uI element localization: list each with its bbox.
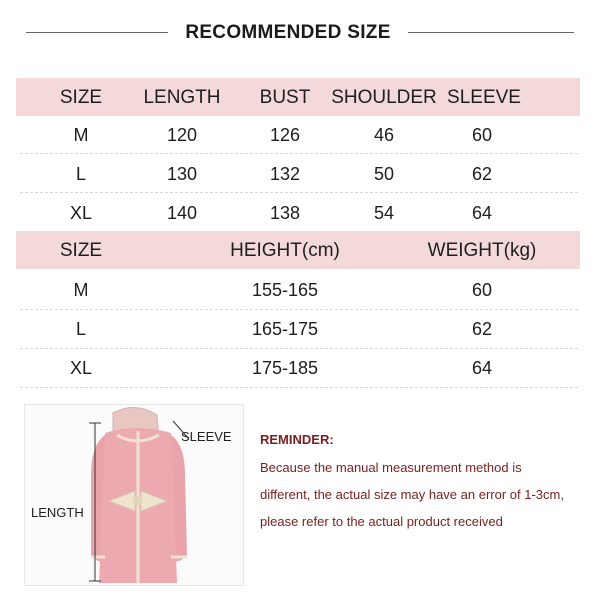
row-divider	[20, 192, 578, 193]
table2-cell: 175-185	[251, 358, 319, 378]
table1-cell: XL	[69, 203, 93, 223]
table1-cell: 138	[269, 203, 301, 223]
table1-header-length: LENGTH	[143, 87, 221, 108]
product-figure	[24, 404, 244, 586]
row-divider	[20, 387, 578, 388]
reminder-line: Because the manual measurement method is	[260, 460, 522, 475]
reminder-line: different, the actual size may have an error of 1-3cm,	[260, 487, 564, 502]
table1-header-shoulder: SHOULDER	[331, 87, 437, 108]
title-row	[0, 20, 600, 46]
table1-header-bust: BUST	[259, 87, 311, 108]
table2-header-height: HEIGHT(cm)	[230, 240, 340, 261]
table1-cell: 64	[471, 203, 493, 223]
table1-cell: 54	[373, 203, 395, 223]
table2-cell: M	[73, 280, 89, 300]
title-divider-left	[26, 32, 168, 33]
row-divider	[20, 348, 578, 349]
table1-cell: 120	[166, 125, 198, 145]
table2-cell: 165-175	[251, 319, 319, 339]
table2-header-size: SIZE	[59, 240, 103, 261]
table1-cell: 132	[269, 164, 301, 184]
table2-cell: 64	[471, 358, 493, 378]
table1-cell: 140	[166, 203, 198, 223]
table1-header-size: SIZE	[59, 87, 103, 108]
table1-cell: 46	[373, 125, 395, 145]
table2-cell: 60	[471, 280, 493, 300]
row-divider	[20, 309, 578, 310]
table1-cell: L	[75, 164, 86, 184]
table1-header-sleeve: SLEEVE	[447, 87, 521, 108]
table1-cell: 50	[373, 164, 395, 184]
reminder-line: please refer to the actual product received	[260, 514, 503, 529]
table1-cell: M	[73, 125, 89, 145]
table2-cell: L	[75, 319, 86, 339]
table1-cell: 126	[269, 125, 301, 145]
table2-cell: XL	[69, 358, 93, 378]
reminder-title: REMINDER:	[260, 432, 334, 447]
sleeve-label: SLEEVE	[181, 429, 232, 444]
table2-cell: 155-165	[251, 280, 319, 300]
page-title: RECOMMENDED SIZE	[185, 22, 391, 43]
title-divider-right	[408, 32, 574, 33]
length-label: LENGTH	[31, 505, 84, 520]
table1-cell: 62	[471, 164, 493, 184]
row-divider	[20, 153, 578, 154]
table2-cell: 62	[471, 319, 493, 339]
table1-cell: 130	[166, 164, 198, 184]
table1-cell: 60	[471, 125, 493, 145]
table2-header-weight: WEIGHT(kg)	[427, 240, 537, 261]
